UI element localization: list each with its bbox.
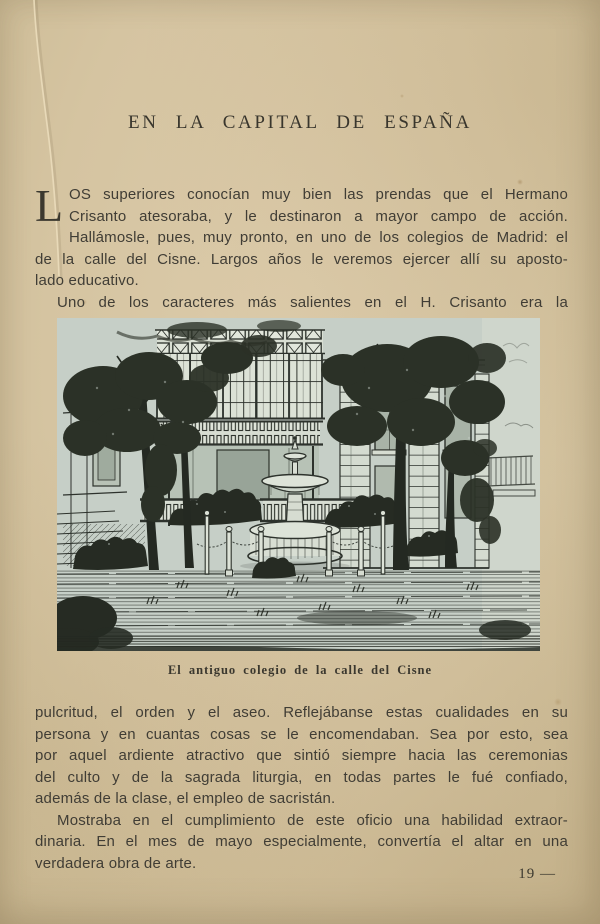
page-number: 19 — (518, 866, 556, 882)
colegio-engraving (57, 318, 540, 651)
after-plate-lines: pulcritud, el orden y el aseo. Reflejábanse estas cualidades en su persona y en cuantas cosas se le encomendaban. Sea por esto, sea por aquel ardiente atractivo que sintió siempre hacia las ceremonias del culto y de la sagrada liturgia, en todas partes le fué confiado, además de la clase, el empleo de sacristán. (35, 704, 568, 807)
closing-paragraph (35, 810, 568, 875)
upper-text-block (35, 180, 568, 313)
opening-paragraph (35, 180, 568, 292)
bridge-paragraph-lines: Uno de los caracteres más salientes en el H. Crisanto era la (57, 293, 568, 311)
opening-paragraph-lines: OS superiores conocían muy bien las prendas que el Hermano Crisanto atesoraba, y le destinaron a mayor campo de acción. Hallámosle, pues, muy pronto, en uno de los colegios de Madrid: el de la calle del Cisne. Largos años le veremos ejercer allí su aposto- lado educativo. (35, 186, 568, 289)
chapter-title: EN LA CAPITAL DE ESPAÑA (128, 112, 472, 133)
drop-cap: L (35, 180, 64, 231)
after-plate-paragraph (35, 702, 568, 810)
illustration-plate (57, 318, 540, 651)
closing-lines: Mostraba en el cumplimiento de este oficio una habilidad extraor- dinaria. En el mes de mayo especialmente, convertía el altar en una verdadera obra de arte. (35, 811, 568, 872)
engraving-ground (57, 570, 540, 642)
lower-text-block (35, 702, 568, 874)
illustration-caption: El antiguo colegio de la calle del Cisne (167, 663, 433, 677)
bridge-paragraph (35, 292, 568, 314)
